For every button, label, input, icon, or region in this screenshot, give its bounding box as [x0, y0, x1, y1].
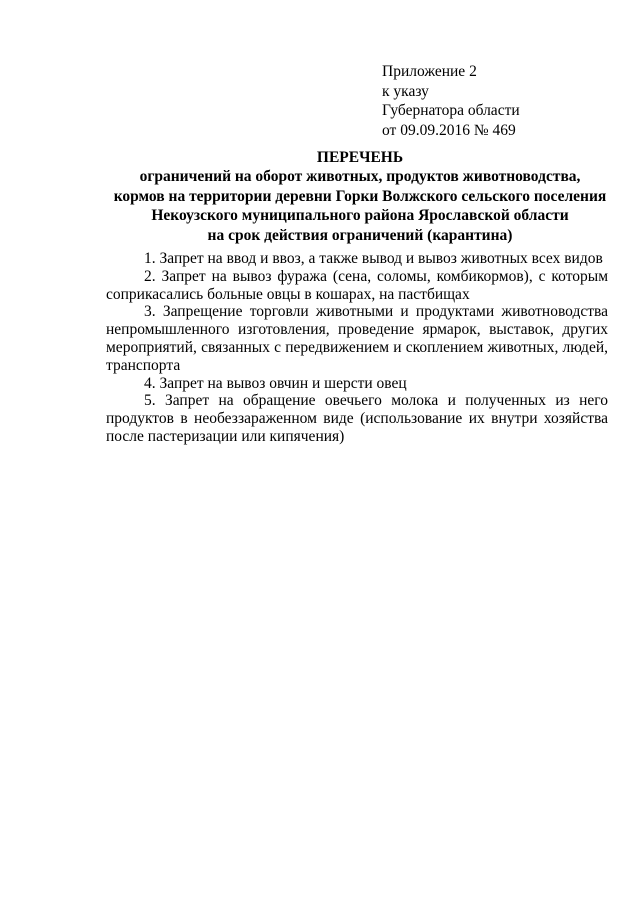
subtitle-line-1: ограничений на оборот животных, продуктов животноводства,: [139, 168, 581, 185]
document-title: ПЕРЕЧЕНЬ: [316, 149, 404, 166]
restrictions-list: [106, 250, 608, 446]
subtitle-line-3: Некоузского муниципального района Ярославской области: [151, 207, 569, 224]
restriction-item-2: 2. Запрет на вывоз фуража (сена, соломы, комбикормов), с которым соприкасались больные овцы в кошарах, на пастбищах: [106, 267, 608, 303]
appendix-number: Приложение 2: [382, 63, 477, 80]
appendix-date: от 09.09.2016 № 469: [382, 121, 516, 139]
restriction-item-1: 1. Запрет на ввод и ввоз, а также вывод и вывоз животных всех видов: [144, 250, 603, 267]
document-subtitle: [100, 167, 620, 245]
subtitle-line-2: кормов на территории деревни Горки Волжского сельского поселения: [113, 187, 607, 205]
restriction-item-5: 5. Запрет на обращение овечьего молока и полученных из него продуктов в необеззараженном виде (использование их внутри хозяйства после пастеризации или кипячения): [106, 392, 608, 445]
restriction-item-4: 4. Запрет на вывоз овчин и шерсти овец: [144, 374, 407, 392]
appendix-authority: Губернатора области: [382, 102, 520, 119]
subtitle-line-4: на срок действия ограничений (карантина): [207, 226, 513, 244]
appendix-header: [382, 62, 602, 140]
restriction-item-3: 3. Запрещение торговли животными и продуктами животноводства непромышленного изготовления, проведение ярмарок, выставок, других мероприятий, связанных с передвижением и скоплением животных, людей, транспорта: [106, 303, 608, 374]
appendix-reference: к указу: [382, 82, 429, 100]
